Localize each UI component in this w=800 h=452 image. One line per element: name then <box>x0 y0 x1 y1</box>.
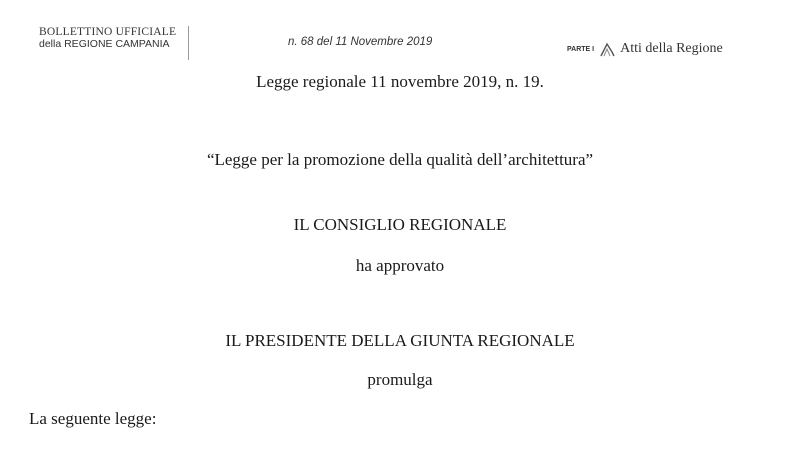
section-title: Atti della Regione <box>620 41 723 56</box>
law-subject: “Legge per la promozione della qualità dell’architettura” <box>206 150 594 169</box>
part-label: PARTE I <box>567 45 595 53</box>
president-heading: IL PRESIDENTE DELLA GIUNTA REGIONALE <box>225 331 575 350</box>
law-title: Legge regionale 11 novembre 2019, n. 19. <box>256 72 544 91</box>
region-logo-icon <box>598 40 616 58</box>
issue-number: n. 68 del 11 Novembre 2019 <box>288 36 433 48</box>
bulletin-region: della REGIONE CAMPANIA <box>39 38 170 50</box>
section-header <box>567 40 723 58</box>
following-law-text: La seguente legge: <box>29 409 157 428</box>
bulletin-title: BOLLETTINO UFFICIALE <box>39 26 177 38</box>
approved-text: ha approvato <box>355 256 445 275</box>
bulletin-masthead <box>39 26 189 60</box>
council-heading: IL CONSIGLIO REGIONALE <box>293 215 507 234</box>
promulgates-text: promulga <box>367 370 433 389</box>
